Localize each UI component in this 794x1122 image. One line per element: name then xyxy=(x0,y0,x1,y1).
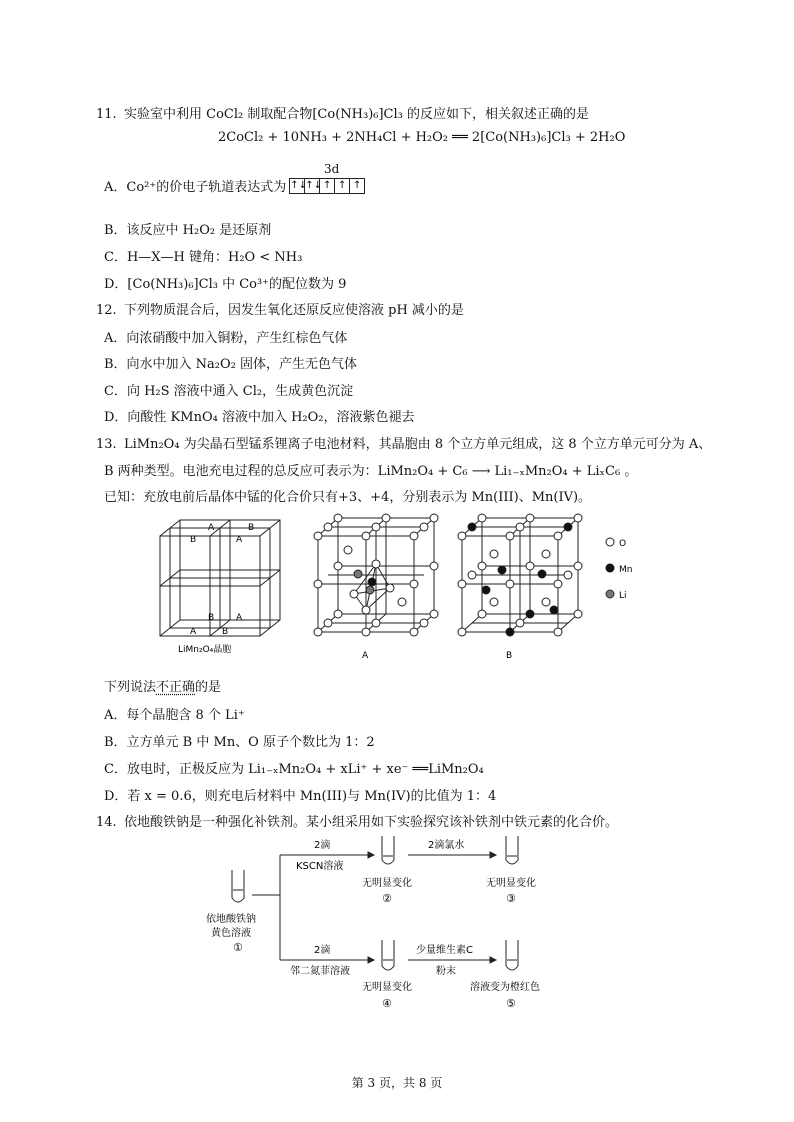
o-atom xyxy=(574,610,582,618)
q13-stem-line2: B 两种类型。电池充电过程的总反应可表示为：LiMn₂O₄ + C₆ ⟶ Li₁₋ₓMn₂O₄ + LiₓC₆ 。 xyxy=(104,464,638,479)
o-atom xyxy=(372,523,380,531)
page-footer: 第 3 页，共 8 页 xyxy=(351,1076,443,1090)
o-atom xyxy=(362,606,370,614)
o-atom xyxy=(398,598,406,606)
o-atom xyxy=(516,619,524,627)
test-tube-2 xyxy=(382,836,394,864)
q13-prompt-emphasis: 不正确 xyxy=(156,680,196,695)
q13-option-d: D．若 x = 0.6，则充电后材料中 Mn(III)与 Mn(IV)的比值为 1：4 xyxy=(104,789,497,804)
o-atom xyxy=(372,560,380,568)
o-atom xyxy=(526,514,534,522)
tube4-label: 无明显变化 xyxy=(362,982,412,993)
q12-option-b: B．向水中加入 Na₂O₂ 固体，产生无色气体 xyxy=(104,357,358,372)
o-atom xyxy=(506,532,514,540)
orbital-diagram xyxy=(289,178,365,194)
o-atom xyxy=(362,532,370,540)
orbital-box: ↑ xyxy=(353,179,362,191)
tube5-label: 溶液变为橙红色 xyxy=(470,982,540,993)
q12-stem-text: 下列物质混合后，因发生氧化还原反应使溶液 pH 减小的是 xyxy=(124,303,464,318)
cell-letter: A xyxy=(236,613,243,623)
q13-number: 13. xyxy=(96,437,117,452)
test-tube-5 xyxy=(506,940,518,970)
o-atom xyxy=(324,523,332,531)
test-tube-1 xyxy=(232,870,244,902)
cube-a-caption: A xyxy=(362,651,369,661)
q11-number: 11. xyxy=(96,107,117,122)
o-atom xyxy=(542,598,550,606)
li-atom xyxy=(366,586,374,594)
mn-atom xyxy=(550,606,558,614)
orbital-box: ↑ xyxy=(320,179,335,193)
q12-stem xyxy=(96,299,464,318)
q11-option-a-text: A．Co²⁺的价电子轨道表达式为 xyxy=(104,180,287,195)
o-atom xyxy=(420,619,428,627)
o-atom xyxy=(506,580,514,588)
o-atom xyxy=(334,514,342,522)
q13-option-c: C．放电时，正极反应为 Li₁₋ₓMn₂O₄ + xLi⁺ + xe⁻ ══LiMn₂O₄ xyxy=(104,762,484,777)
atom-legend xyxy=(606,538,632,601)
arrow2-top-label: 2滴氯水 xyxy=(428,840,465,851)
q11-equation: 2CoCl₂ + 10NH₃ + 2NH₄Cl + H₂O₂ ══ 2[Co(NH₃)₆]Cl₃ + 2H₂O xyxy=(218,130,626,145)
legend-li-label: Li xyxy=(619,591,627,601)
o-atom xyxy=(458,580,466,588)
cell-letter: B xyxy=(248,523,255,533)
mn-atom xyxy=(368,578,376,586)
tube4-id: ④ xyxy=(382,997,392,1010)
mn-atom xyxy=(526,610,534,618)
o-atom xyxy=(314,628,322,636)
o-atom xyxy=(382,514,390,522)
arrow1-top-label: 2滴 xyxy=(314,840,331,851)
o-atom xyxy=(410,532,418,540)
o-atom xyxy=(458,628,466,636)
li-atom xyxy=(354,570,362,578)
arrow1-bottom-label: KSCN溶液 xyxy=(296,861,344,872)
legend-o-label: O xyxy=(619,539,627,549)
o-atom xyxy=(526,562,534,570)
q13-stem-line1 xyxy=(96,433,711,452)
o-atom xyxy=(324,619,332,627)
o-atom xyxy=(314,580,322,588)
q11-option-c: C．H—X—H 键角：H₂O < NH₃ xyxy=(104,250,303,265)
q11-orbital-label: 3d xyxy=(324,162,340,176)
orbital-box: ↑↓ xyxy=(305,179,323,191)
mn-atom xyxy=(564,523,572,531)
test-tube-3 xyxy=(506,836,518,864)
o-atom xyxy=(430,514,438,522)
cell-letter: B xyxy=(222,627,229,637)
o-atom xyxy=(334,610,342,618)
o-atom xyxy=(564,571,572,579)
o-atom xyxy=(490,550,498,558)
q13-known: 已知：充放电前后晶体中锰的化合价只有+3、+4，分别表示为 Mn(III)、Mn(IV)。 xyxy=(104,490,592,505)
cell-letter: A xyxy=(190,627,197,637)
o-atom xyxy=(430,562,438,570)
q12-number: 12. xyxy=(96,303,117,318)
mn-atom xyxy=(498,566,506,574)
o-atom xyxy=(554,532,562,540)
q13-option-a: A．每个晶胞含 8 个 Li⁺ xyxy=(104,708,245,723)
limn2o4-cell-diagram xyxy=(160,520,280,636)
o-atom xyxy=(314,532,322,540)
cell-letter: A xyxy=(236,535,243,545)
cell-letter: B xyxy=(190,535,197,545)
q13-prompt xyxy=(104,676,221,695)
o-atom xyxy=(410,580,418,588)
o-atom xyxy=(386,584,394,592)
o-atom xyxy=(344,546,352,554)
mn-atom xyxy=(468,523,476,531)
tube3-label: 无明显变化 xyxy=(486,878,536,889)
legend-mn-marker xyxy=(606,564,614,572)
o-atom xyxy=(554,580,562,588)
q14-number: 14. xyxy=(96,815,117,830)
tube1-id: ① xyxy=(233,941,243,954)
o-atom xyxy=(372,619,380,627)
tube1-label-line1: 依地酸铁钠 xyxy=(206,914,256,925)
legend-o-marker xyxy=(606,538,614,546)
cell-letter: B xyxy=(208,613,215,623)
o-atom xyxy=(362,628,370,636)
q11-stem-text: 实验室中利用 CoCl₂ 制取配合物[Co(NH₃)₆]Cl₃ 的反应如下，相关叙述正确的是 xyxy=(124,107,589,122)
o-atom xyxy=(430,610,438,618)
arrow3-top-label: 2滴 xyxy=(314,945,331,956)
q13-prompt-pre: 下列说法 xyxy=(104,680,157,695)
o-atom xyxy=(478,610,486,618)
q12-option-c: C．向 H₂S 溶液中通入 Cl₂，生成黄色沉淀 xyxy=(104,384,354,399)
o-atom xyxy=(478,562,486,570)
o-atom xyxy=(334,562,342,570)
o-atom xyxy=(468,571,476,579)
o-atom xyxy=(554,628,562,636)
crystal-figure xyxy=(150,510,650,665)
arrow3-bottom-label: 邻二氮菲溶液 xyxy=(290,966,350,977)
mn-atom xyxy=(538,570,546,578)
cell-letter: A xyxy=(208,523,215,533)
o-atom xyxy=(350,590,358,598)
o-atom xyxy=(420,523,428,531)
q11-option-a xyxy=(104,176,365,196)
q13-prompt-post: 的是 xyxy=(195,680,222,695)
o-atom xyxy=(410,628,418,636)
q11-option-b: B．该反应中 H₂O₂ 是还原剂 xyxy=(104,223,272,238)
q12-option-d: D．向酸性 KMnO₄ 溶液中加入 H₂O₂，溶液紫色褪去 xyxy=(104,410,415,425)
tube2-label: 无明显变化 xyxy=(362,878,412,889)
legend-mn-label: Mn xyxy=(619,565,633,575)
cube-b-caption: B xyxy=(506,651,513,661)
orbital-box: ↑ xyxy=(335,179,350,193)
q14-stem-text: 依地酸铁钠是一种强化补铁剂。某小组采用如下实验探究该补铁剂中铁元素的化合价。 xyxy=(124,815,619,830)
q13-option-b: B．立方单元 B 中 Mn、O 原子个数比为 1：2 xyxy=(104,735,375,750)
q11-stem xyxy=(96,103,589,122)
q12-option-a: A．向浓硝酸中加入铜粉，产生红棕色气体 xyxy=(104,331,348,346)
mn-atom xyxy=(482,586,490,594)
o-atom xyxy=(574,562,582,570)
orbital-box: ↑↓ xyxy=(290,179,308,191)
tube2-id: ② xyxy=(382,892,392,905)
arrow4-bottom-label: 粉末 xyxy=(436,966,456,977)
legend-li-marker xyxy=(606,590,614,598)
o-atom xyxy=(458,532,466,540)
o-atom xyxy=(574,514,582,522)
mn-atom xyxy=(506,628,514,636)
experiment-flowchart xyxy=(200,830,570,1025)
o-atom xyxy=(542,550,550,558)
o-atom xyxy=(478,514,486,522)
test-tube-4 xyxy=(382,940,394,970)
tube5-id: ⑤ xyxy=(506,997,516,1010)
tube3-id: ③ xyxy=(506,892,516,905)
q14-stem xyxy=(96,811,618,830)
limn2o4-cell-caption: LiMn₂O₄晶胞 xyxy=(178,645,232,655)
tube1-label-line2: 黄色溶液 xyxy=(211,928,251,939)
o-atom xyxy=(490,598,498,606)
q11-option-d: D．[Co(NH₃)₆]Cl₃ 中 Co³⁺的配位数为 9 xyxy=(104,277,347,292)
arrow4-top-label: 少量维生素C xyxy=(416,945,473,956)
q13-stem-text1: LiMn₂O₄ 为尖晶石型锰系锂离子电池材料，其晶胞由 8 个立方单元组成，这 8 个立方单元可分为 A、 xyxy=(124,437,712,452)
o-atom xyxy=(516,523,524,531)
